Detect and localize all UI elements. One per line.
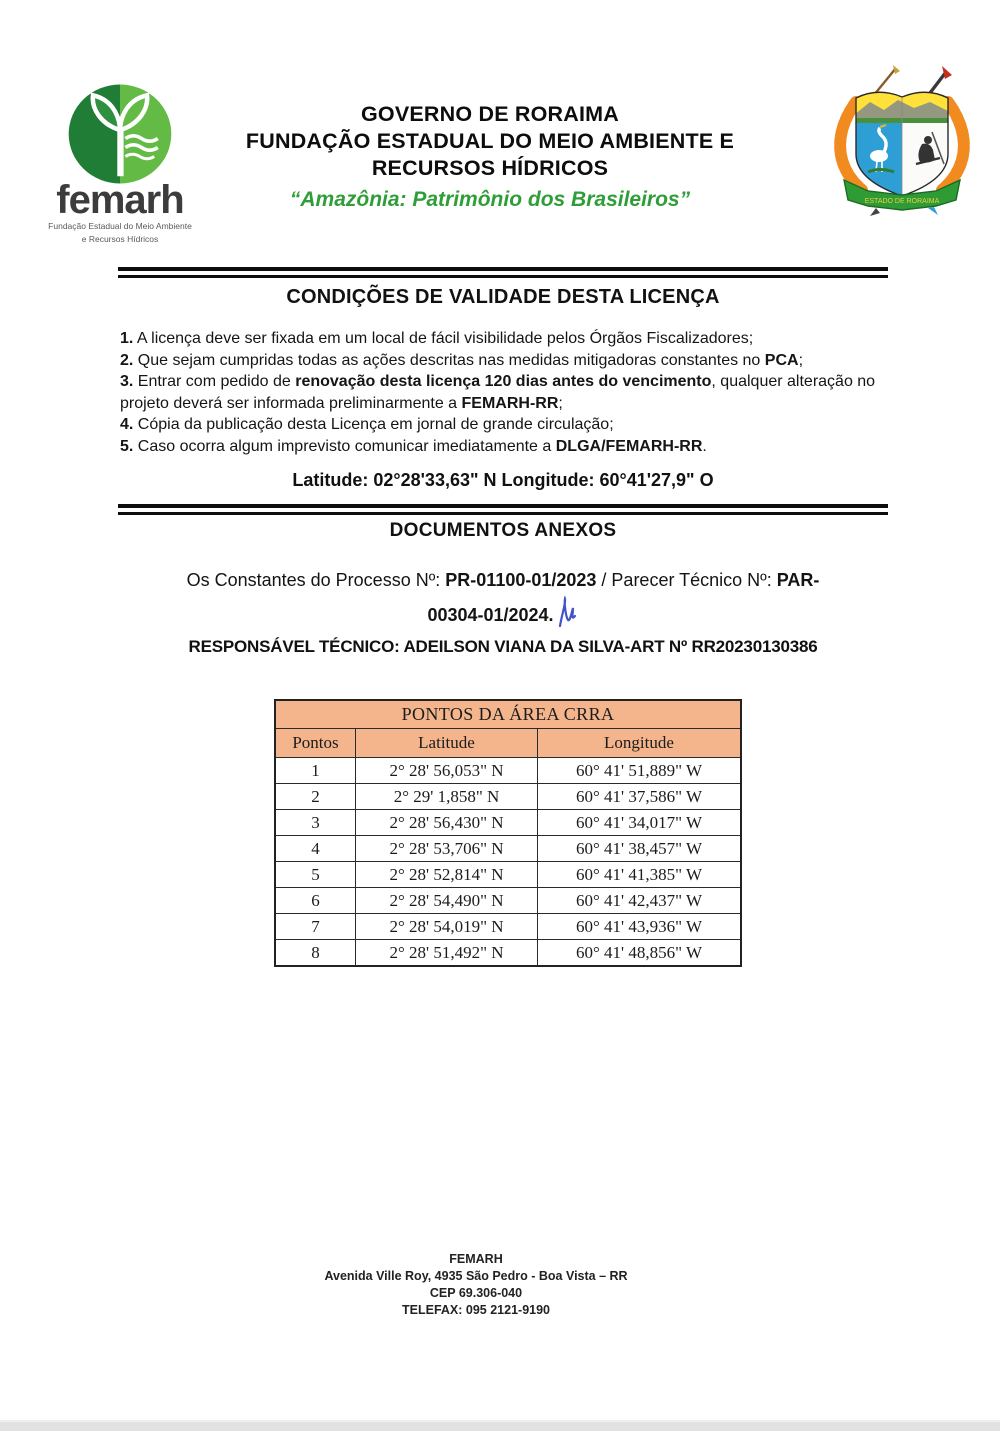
points-table-body xyxy=(275,758,741,967)
table-row: 8 2° 28' 51,492" N 60° 41' 48,856" W xyxy=(275,940,741,967)
footer-address-block xyxy=(0,1251,952,1319)
responsible-technician-line: RESPONSÁVEL TÉCNICO: ADEILSON VIANA DA SILVA-ART Nº RR20230130386 xyxy=(188,637,818,656)
table-row: 1 2° 28' 56,053" N 60° 41' 51,889" W xyxy=(275,758,741,784)
points-table xyxy=(274,699,742,967)
femarh-plant-icon xyxy=(66,82,174,186)
crest-banner-text: ESTADO DE RORAIMA xyxy=(864,198,940,205)
org-line-3: RECURSOS HÍDRICOS xyxy=(371,156,609,180)
footer-street: Avenida Ville Roy, 4935 São Pedro - Boa Vista – RR xyxy=(324,1269,628,1283)
col-header-latitude: Latitude xyxy=(356,729,538,758)
motto: “Amazônia: Patrimônio dos Brasileiros” xyxy=(289,188,691,211)
annex-line-2: 00304-01/2024. xyxy=(140,596,866,631)
annex-body xyxy=(140,564,866,631)
page-edge-bar xyxy=(0,1420,1000,1431)
conditions-title: CONDIÇÕES DE VALIDADE DESTA LICENÇA xyxy=(286,286,720,308)
org-line-1: GOVERNO DE RORAIMA xyxy=(360,102,620,126)
annex-title: DOCUMENTOS ANEXOS xyxy=(389,520,617,541)
annex-line-1: Os Constantes do Processo Nº: PR-01100-01/2023 / Parecer Técnico Nº: PAR- xyxy=(186,570,820,590)
org-line-2: FUNDAÇÃO ESTADUAL DO MEIO AMBIENTE E xyxy=(245,129,735,153)
table-row: 4 2° 28' 53,706" N 60° 41' 38,457" W xyxy=(275,836,741,862)
table-row: 2 2° 29' 1,858" N 60° 41' 37,586" W xyxy=(275,784,741,810)
table-row: 5 2° 28' 52,814" N 60° 41' 41,385" W xyxy=(275,862,741,888)
header-titles xyxy=(170,101,810,215)
condition-item-1: 1. A licença deve ser fixada em um local de fácil visibilidade pelos Órgãos Fiscalizadores; xyxy=(120,330,754,347)
condition-item-3: 3. Entrar com pedido de renovação desta licença 120 dias antes do vencimento, qualquer alteração no projeto deverá ser informada preliminarmente a FEMARH-RR; xyxy=(120,373,876,412)
handwritten-initials xyxy=(557,596,579,630)
footer-org: FEMARH xyxy=(449,1252,503,1266)
conditions-list xyxy=(120,328,894,458)
double-rule-middle xyxy=(118,504,888,515)
femarh-subtitle-line2: e Recursos Hídricos xyxy=(81,234,159,244)
table-row: 3 2° 28' 56,430" N 60° 41' 34,017" W xyxy=(275,810,741,836)
col-header-longitude: Longitude xyxy=(538,729,742,758)
footer-telefax: TELEFAX: 095 2121-9190 xyxy=(402,1303,550,1317)
double-rule-top xyxy=(118,267,888,278)
condition-item-2: 2. Que sejam cumpridas todas as ações descritas nas medidas mitigadoras constantes no PCA; xyxy=(120,351,804,369)
roraima-coat-of-arms-icon xyxy=(816,60,988,216)
coordinates-line: Latitude: 02°28'33,63" N Longitude: 60°41'27,9" O xyxy=(292,470,714,490)
col-header-pontos: Pontos xyxy=(275,729,356,758)
table-row: 7 2° 28' 54,019" N 60° 41' 43,936" W xyxy=(275,914,741,940)
points-table-title: PONTOS DA ÁREA CRRA xyxy=(275,700,741,729)
table-row: 6 2° 28' 54,490" N 60° 41' 42,437" W xyxy=(275,888,741,914)
condition-item-4: 4. Cópia da publicação desta Licença em jornal de grande circulação; xyxy=(120,416,614,434)
footer-cep: CEP 69.306-040 xyxy=(429,1286,523,1300)
condition-item-5: 5. Caso ocorra algum imprevisto comunicar imediatamente a DLGA/FEMARH-RR. xyxy=(120,437,707,455)
femarh-wordmark: femarh xyxy=(56,178,184,222)
femarh-subtitle-line1: Fundação Estadual do Meio Ambiente xyxy=(48,221,192,231)
